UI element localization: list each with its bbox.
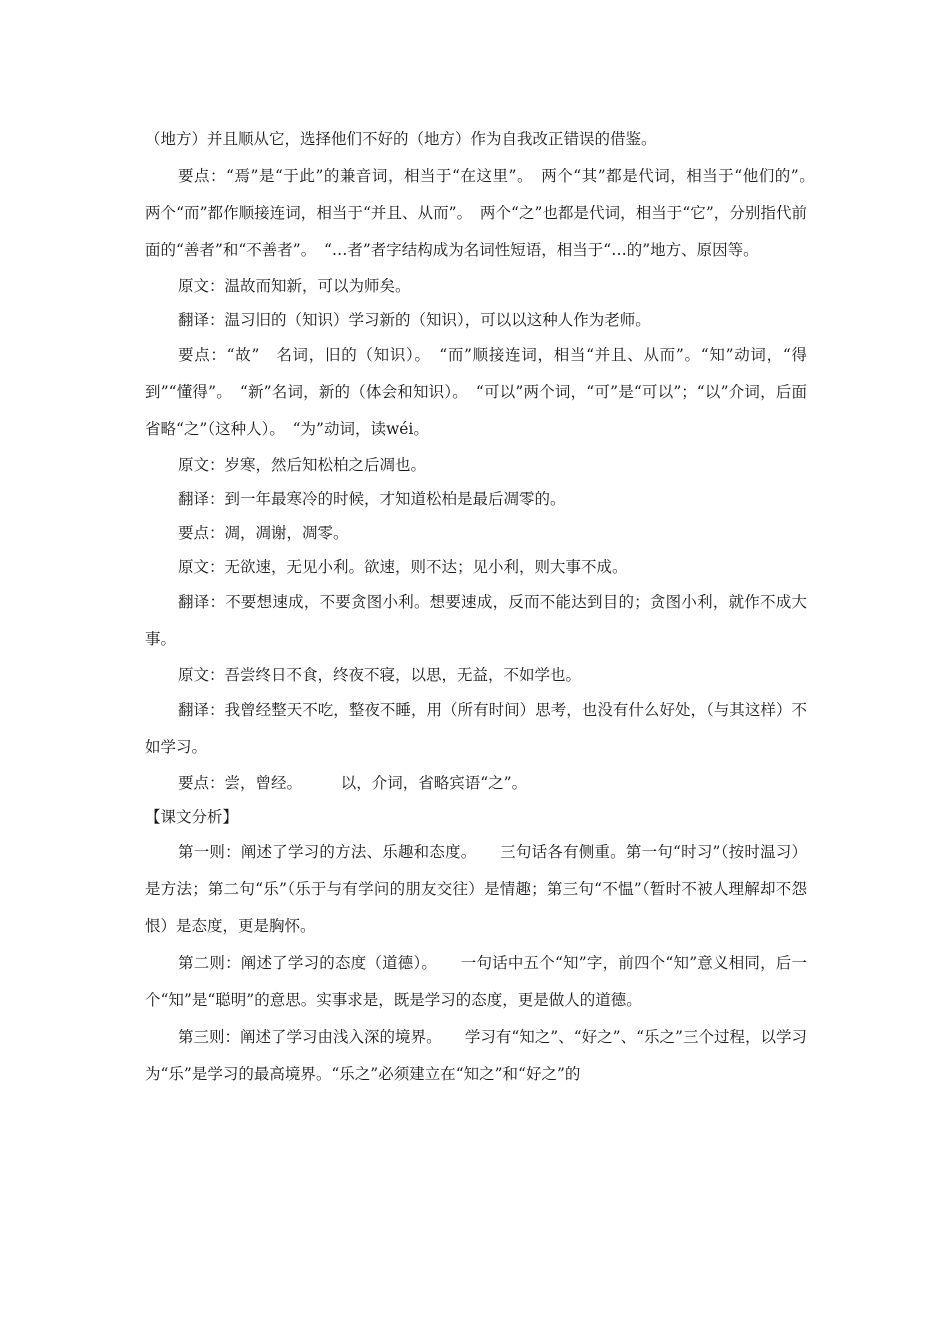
section-heading: 【课文分析】: [145, 808, 239, 826]
paragraph: 翻译：不要想速成，不要贪图小利。想要速成，反而不能达到目的；贪图小利，就作不成大事。: [145, 593, 807, 648]
analysis-paragraph: 第二则：阐述了学习的态度（道德）。 一句话中五个“知”字，前四个“知”意义相同，后一个“知”是“聪明”的意思。实事求是，既是学习的态度，更是做人的道德。: [145, 954, 807, 1009]
paragraph: （地方）并且顺从它，选择他们不好的（地方）作为自我改正错误的借鉴。: [145, 130, 657, 148]
paragraph: 原文：岁寒，然后知松柏之后凋也。: [178, 456, 427, 474]
paragraph: 原文：无欲速，无见小利。欲速，则不达；见小利，则大事不成。: [178, 558, 628, 576]
paragraph: 要点：“故” 名词，旧的（知识）。 “而”顺接连词，相当“并且、从而”。“知”动词，“得到”“懂得”。 “新”名词，新的（体会和知识）。 “可以”两个词，“可”是“可以”；“以”介词，后面省略“之”（这种人）。 “为”动词，读wéi。: [145, 346, 807, 438]
paragraph: 翻译：到一年最寒冷的时候，才知道松柏是最后凋零的。: [178, 490, 566, 508]
paragraph: 要点：尝，曾经。 以，介词，省略宾语“之”。: [178, 774, 528, 792]
document-body: [145, 121, 823, 1093]
paragraph: 要点：凋，凋谢，凋零。: [178, 524, 349, 542]
analysis-paragraph: 第三则：阐述了学习由浅入深的境界。 学习有“知之”、“好之”、“乐之”三个过程，以学习为“乐”是学习的最高境界。“乐之”必须建立在“知之”和“好之”的: [145, 1028, 807, 1083]
paragraph: 原文：吾尝终日不食，终夜不寝，以思，无益，不如学也。: [178, 666, 582, 684]
paragraph: 翻译：温习旧的（知识）学习新的（知识），可以以这种人作为老师。: [178, 311, 651, 329]
paragraph: 原文：温故而知新，可以为师矣。: [178, 277, 411, 295]
paragraph: 要点：“焉”是“于此”的兼音词，相当于“在这里”。 两个“其”都是代词，相当于“他们的”。 两个“而”都作顺接连词，相当于“并且、从而”。 两个“之”也都是代词，相当于“它”，分别指代前面的“善者”和“不善者”。 “…者”者字结构成为名词性短语，相当于“…的”地方、原因等。: [145, 167, 823, 259]
analysis-paragraph: 第一则：阐述了学习的方法、乐趣和态度。 三句话各有侧重。第一句“时习”（按时温习）是方法；第二句“乐”（乐于与有学问的朋友交往）是情趣；第三句“不愠”（暂时不被人理解却不怨恨）是态度，更是胸怀。: [145, 843, 807, 935]
paragraph: 翻译：我曾经整天不吃，整夜不睡，用（所有时间）思考，也没有什么好处，（与其这样）不如学习。: [145, 701, 807, 756]
